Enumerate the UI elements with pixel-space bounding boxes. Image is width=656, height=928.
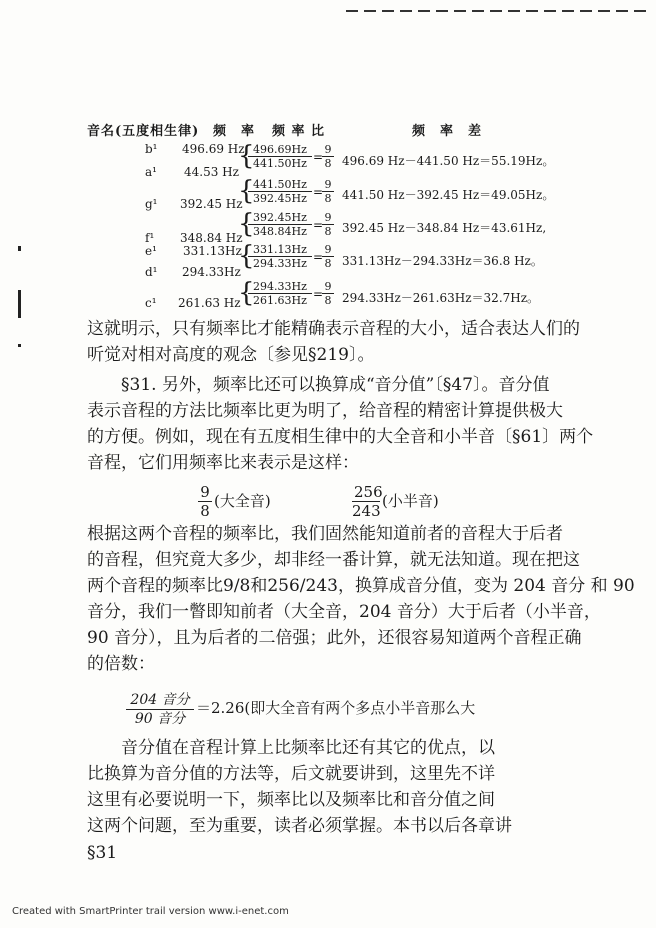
frequency-value: 331.13Hz <box>183 244 242 258</box>
fraction-denominator: 243 <box>352 502 381 520</box>
top-dash <box>364 10 376 12</box>
text-line: 这就明示，只有频率比才能精确表示音程的大小，适合表达人们的 <box>87 319 580 339</box>
top-dash <box>598 10 610 12</box>
brace-icon: { <box>238 241 255 271</box>
frequency-value: 392.45 Hz <box>180 197 243 211</box>
simplified-denominator: 8 <box>324 225 332 238</box>
note-label: g¹ <box>145 197 158 211</box>
top-dash <box>580 10 592 12</box>
top-dash <box>400 10 412 12</box>
major-tone-ratio <box>198 483 212 520</box>
top-dash <box>562 10 574 12</box>
top-dash <box>616 10 628 12</box>
simplified-denominator: 8 <box>324 257 332 270</box>
top-dash <box>526 10 538 12</box>
paragraph-section-31 <box>87 372 594 476</box>
frequency-value: 261.63 Hz <box>178 296 241 310</box>
top-dash <box>634 10 646 12</box>
header-note-name: 音名(五度相生律) <box>87 124 200 139</box>
simplified-ratio <box>322 280 334 307</box>
text-line: 两个音程的频率比9/8和256/243，换算成音分值，变为 204 音分 和 90 <box>87 576 635 596</box>
ratio-numerator: 294.33Hz <box>248 280 312 294</box>
frequency-difference: 294.33Hz－261.63Hz＝32.7Hz。 <box>342 291 540 305</box>
text-line: 的音程，但究竟大多少，却非经一番计算，就无法知道。现在把这 <box>87 550 580 570</box>
simplified-denominator: 8 <box>324 157 332 170</box>
header-difference: 频 率 差 <box>412 124 483 139</box>
paragraph-conclusion <box>87 316 580 368</box>
margin-mark <box>18 246 21 251</box>
header-ratio: 频 率 比 <box>272 124 326 139</box>
top-dash <box>418 10 430 12</box>
minor-semitone-label: (小半音) <box>382 492 439 510</box>
simplified-numerator: 9 <box>322 280 334 294</box>
text-line: 根据这两个音程的频率比，我们固然能知道前者的音程大于后者 <box>87 524 563 544</box>
note-label: c¹ <box>145 296 157 310</box>
text-line: 音分，我们一瞥即知前者（大全音，204 音分）大于后者（小半音， <box>87 602 601 622</box>
text-line: 表示音程的方法比频率比更为明了，给音程的精密计算提供极大 <box>87 401 563 421</box>
ratio-numerator: 331.13Hz <box>248 243 312 257</box>
text-line: 这里有必要说明一下，频率比以及频率比和音分值之间 <box>87 790 495 810</box>
top-dash <box>346 10 358 12</box>
ratio-denominator: 261.63Hz <box>253 294 307 307</box>
equals-sign: = <box>313 287 324 301</box>
top-dash <box>490 10 502 12</box>
text-line: §31. 另外，频率比还可以换算成“音分值”〔§47〕。音分值 <box>121 375 550 395</box>
simplified-numerator: 9 <box>322 143 334 157</box>
fraction-denominator: 90 音分 <box>134 711 186 727</box>
note-label: b¹ <box>145 142 158 156</box>
fraction-numerator: 204 音分 <box>126 691 194 710</box>
frequency-difference: 441.50 Hz－392.45 Hz＝49.05Hz。 <box>342 188 555 202</box>
frequency-value: 44.53 Hz <box>184 165 239 179</box>
frequency-value: 348.84 Hz <box>180 231 243 245</box>
brace-icon: { <box>238 176 255 206</box>
ratio-denominator: 441.50Hz <box>253 157 307 170</box>
simplified-numerator: 9 <box>322 243 334 257</box>
text-line: 90 音分），且为后者的二倍强；此外，还很容易知道两个音程正确 <box>87 628 582 648</box>
simplified-ratio <box>322 143 334 170</box>
paragraph-comparison <box>87 521 635 677</box>
simplified-ratio <box>322 243 334 270</box>
equals-sign: = <box>313 185 324 199</box>
frequency-difference: 392.45 Hz－348.84 Hz＝43.61Hz, <box>342 221 547 235</box>
section-mark: §31 <box>87 843 118 863</box>
ratio-denominator: 294.33Hz <box>253 257 307 270</box>
watermark-footer: Created with SmartPrinter trail version www.i-enet.com <box>12 906 289 917</box>
ratio-numerator: 392.45Hz <box>248 211 312 225</box>
frequency-value: 294.33Hz <box>182 265 241 279</box>
top-dash <box>472 10 484 12</box>
top-dash <box>544 10 556 12</box>
frequency-difference: 331.13Hz－294.33Hz＝36.8 Hz。 <box>342 254 543 268</box>
text-line: 比换算为音分值的方法等，后文就要讲到，这里先不详 <box>87 764 495 784</box>
brace-icon: { <box>238 278 255 308</box>
ratio-fraction <box>248 211 312 238</box>
text-line: 的倍数： <box>87 654 155 674</box>
simplified-numerator: 9 <box>322 178 334 192</box>
simplified-numerator: 9 <box>322 211 334 225</box>
minor-semitone-ratio <box>352 483 383 520</box>
ratio-numerator: 441.50Hz <box>248 178 312 192</box>
ratio-fraction <box>248 243 312 270</box>
note-label: f¹ <box>145 231 155 245</box>
simplified-ratio <box>322 178 334 205</box>
margin-mark <box>18 290 21 318</box>
brace-icon: { <box>238 209 255 239</box>
ratio-fraction <box>248 280 312 307</box>
equals-sign: = <box>313 150 324 164</box>
fraction-numerator: 9 <box>198 483 212 502</box>
brace-icon: { <box>238 141 255 171</box>
ratio-denominator: 392.45Hz <box>253 192 307 205</box>
text-line: 音分值在音程计算上比频率比还有其它的优点，以 <box>121 738 495 758</box>
text-line: 这两个问题，至为重要，读者必须掌握。本书以后各章讲 <box>87 816 512 836</box>
text-line: 的方便。例如，现在有五度相生律中的大全音和小半音〔§61〕两个 <box>87 427 594 447</box>
header-frequency: 频 率 <box>213 124 256 139</box>
note-label: d¹ <box>145 265 158 279</box>
cents-ratio-result: ＝2.26(即大全音有两个多点小半音那么大 <box>196 699 476 717</box>
ratio-fraction <box>248 143 312 170</box>
frequency-value: 496.69 Hz <box>182 142 245 156</box>
ratio-fraction <box>248 178 312 205</box>
paragraph-advantages <box>87 735 512 839</box>
top-dash <box>382 10 394 12</box>
top-dash <box>454 10 466 12</box>
simplified-denominator: 8 <box>324 192 332 205</box>
frequency-difference: 496.69 Hz－441.50 Hz＝55.19Hz。 <box>342 154 555 168</box>
simplified-ratio <box>322 211 334 238</box>
text-line: 听觉对相对高度的观念〔参见§219〕。 <box>87 345 375 365</box>
cents-ratio-fraction <box>126 691 194 728</box>
ratio-denominator: 348.84Hz <box>253 225 307 238</box>
major-tone-label: (大全音) <box>214 492 271 510</box>
note-label: a¹ <box>145 165 157 179</box>
top-dash <box>436 10 448 12</box>
note-label: e¹ <box>145 244 157 258</box>
fraction-numerator: 256 <box>354 483 383 501</box>
equals-sign: = <box>313 250 324 264</box>
simplified-denominator: 8 <box>324 294 332 307</box>
text-line: 音程，它们用频率比来表示是这样： <box>87 453 359 473</box>
top-dash <box>508 10 520 12</box>
ratio-numerator: 496.69Hz <box>248 143 312 157</box>
margin-mark <box>18 344 21 347</box>
fraction-denominator: 8 <box>200 502 210 520</box>
equals-sign: = <box>313 218 324 232</box>
